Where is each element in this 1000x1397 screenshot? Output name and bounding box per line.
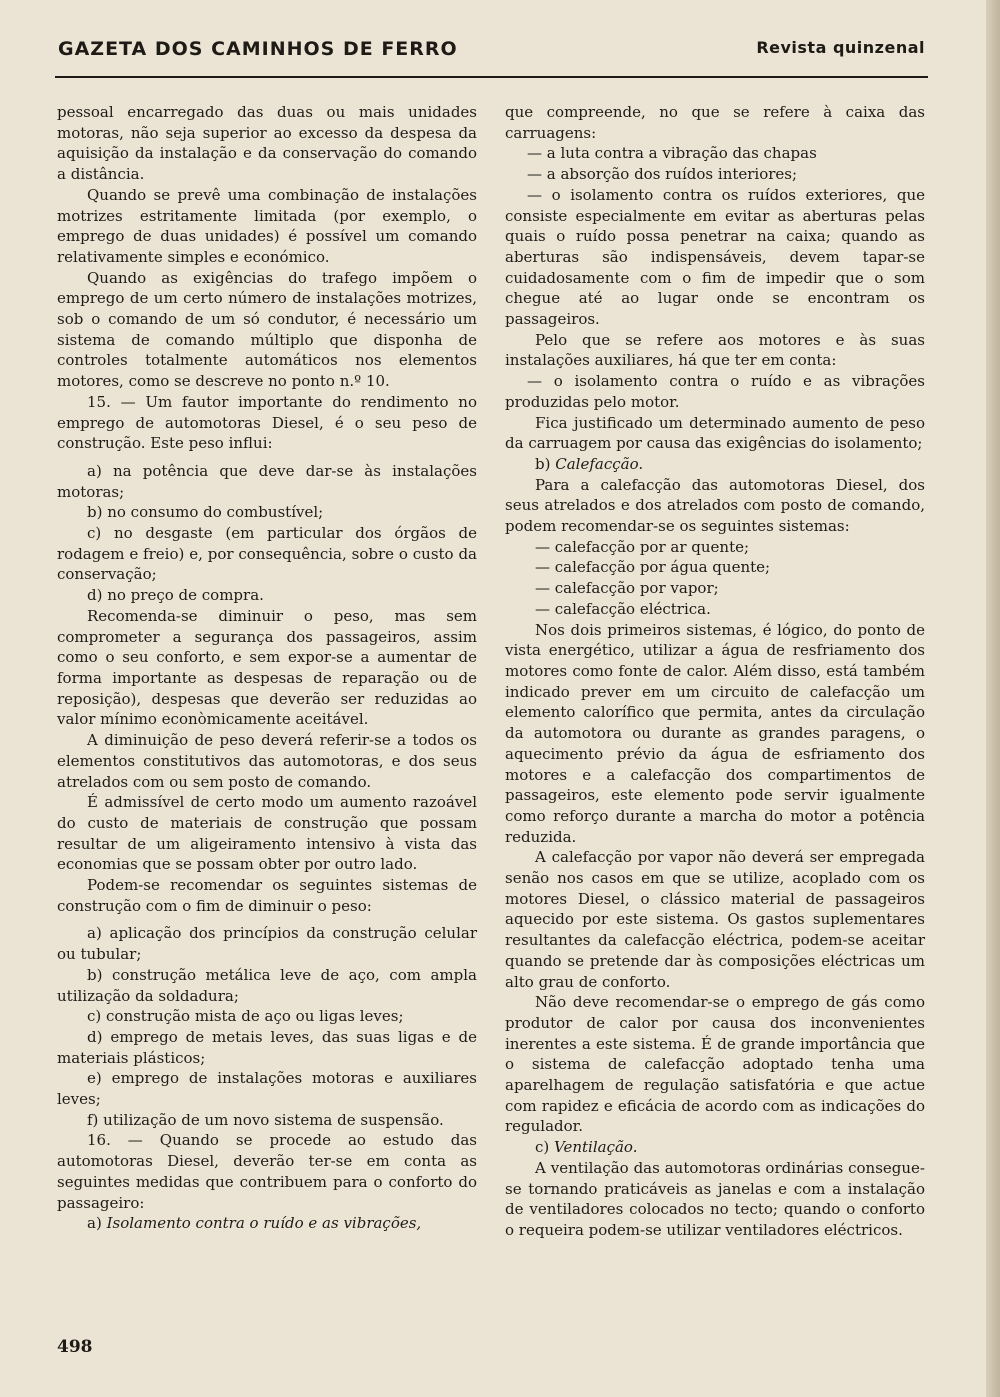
paragraph-text: Fica justificado um determinado aumento de peso da carruagem por causa das exigências do isolamento;	[505, 413, 925, 453]
paragraph	[505, 847, 925, 992]
paragraph	[505, 537, 925, 558]
paragraph-text: Recomenda-se diminuir o peso, mas sem comprometer a segurança dos passageiros, assim como o seu conforto, e sem expor-se a aumentar de forma importante as despesas de reparação ou de reposição), despesas que deverão ser reduzidas ao valor mínimo econòmicamente aceitável.	[57, 606, 477, 729]
paragraph-text: a) na potência que deve dar-se às instalações motoras;	[57, 461, 477, 501]
paragraph-text: — a absorção dos ruídos interiores;	[527, 165, 798, 184]
right-column	[505, 102, 925, 1241]
paragraph	[505, 102, 925, 143]
paragraph	[57, 923, 477, 964]
paragraph	[57, 792, 477, 875]
paragraph	[505, 164, 925, 185]
paragraph	[57, 1006, 477, 1027]
paragraph-text: a) aplicação dos princípios da construção celular ou tubular;	[57, 924, 477, 964]
paragraph-text: f) utilização de um novo sistema de suspensão.	[87, 1110, 444, 1129]
paragraph	[57, 102, 477, 185]
paragraph	[505, 475, 925, 537]
paragraph-text: A calefacção por vapor não deverá ser empregada senão nos casos em que se utilize, acoplado com os motores Diesel, o clássico material de passageiros aquecido por este sistema. Os gastos suplementares resultantes da calefacção eléctrica, podem-se aceitar quando se pretende dar às composições eléctricas um alto grau de conforto.	[505, 848, 925, 991]
paragraph	[505, 454, 925, 475]
paragraph-text: Nos dois primeiros sistemas, é lógico, do ponto de vista energético, utilizar a água de resfriamento dos motores como fonte de calor. Além disso, está também indicado prever em um circuito de calefacção um elemento calorífico que permita, antes da circulação da automotora ou durante as grandes paragens, o aquecimento prévio da água de esfriamento dos motores e a calefacção dos compartimentos de passageiros, este elemento pode servir igualmente como reforço durante a marcha do motor a potência reduzida.	[505, 620, 925, 846]
paragraph-text: — calefacção por ar quente;	[535, 537, 750, 556]
paragraph-text: c)	[535, 1138, 555, 1157]
paragraph-text: É admissível de certo modo um aumento razoável do custo de materiais de construção que possam resultar de um aligeiramento intensivo à vista das economias que se possam obter por outro lado.	[57, 793, 477, 874]
paragraph	[57, 585, 477, 606]
paragraph-text: c) construção mista de aço ou ligas leves;	[87, 1007, 404, 1026]
paragraph-text: Quando se prevê uma combinação de instalações motrizes estritamente limitada (por exemplo, o emprego de duas unidades) é possível um comando relativamente simples e económico.	[57, 185, 477, 266]
paragraph	[57, 875, 477, 916]
page-header	[58, 38, 925, 68]
paragraph	[57, 268, 477, 392]
italic-heading: Ventilação.	[554, 1138, 638, 1157]
paragraph-text: d) no preço de compra.	[87, 586, 264, 605]
paragraph	[505, 185, 925, 330]
paragraph-text: — o isolamento contra o ruído e as vibrações produzidas pelo motor.	[505, 372, 925, 411]
paragraph	[505, 557, 925, 578]
paragraph	[505, 371, 925, 412]
paragraph-text: A diminuição de peso deverá referir-se a todos os elementos constitutivos das automotoras, e dos seus atrelados com ou sem posto de comando.	[57, 731, 477, 791]
paragraph	[57, 502, 477, 523]
page-spine-shadow	[986, 0, 1000, 1397]
paragraph-text: — calefacção por vapor;	[535, 579, 719, 598]
journal-title: GAZETA DOS CAMINHOS DE FERRO	[58, 38, 458, 60]
italic-heading: Isolamento contra o ruído e as vibrações,	[106, 1214, 422, 1233]
paragraph	[57, 1068, 477, 1109]
paragraph	[57, 1213, 477, 1234]
paragraph-text: — calefacção eléctrica.	[535, 599, 711, 618]
paragraph-text: a)	[87, 1214, 107, 1233]
paragraph-text: e) emprego de instalações motoras e auxiliares leves;	[57, 1069, 477, 1109]
paragraph	[57, 730, 477, 792]
paragraph-text: 15. — Um fautor importante do rendimento no emprego de automotoras Diesel, é o seu peso de construção. Este peso influi:	[57, 392, 477, 453]
italic-heading: Calefacção.	[555, 454, 644, 473]
paragraph	[57, 1110, 477, 1131]
page-number: 498	[57, 1337, 93, 1357]
paragraph-text: A ventilação das automotoras ordinárias consegue-se tornando praticáveis as janelas e com a instalação de ventiladores colocados no tecto; quando o conforto o requeira podem-se utilizar ventiladores eléctricos.	[505, 1158, 925, 1239]
journal-subtitle: Revista quinzenal	[756, 38, 925, 57]
paragraph-text: pessoal encarregado das duas ou mais unidades motoras, não seja superior ao excesso da despesa da aquisição da instalação e da conservação do comando a distância.	[57, 103, 477, 184]
paragraph-text: — o isolamento contra os ruídos exteriores, que consiste especialmente em evitar as aberturas pelas quais o ruído possa penetrar na caixa; quando as aberturas são indispensáveis, devem tapar-se cuidadosamente com o fim de impedir que o som chegue até ao lugar onde se encontram os passageiros.	[505, 185, 925, 329]
paragraph	[505, 330, 925, 371]
paragraph	[505, 578, 925, 599]
paragraph	[505, 143, 925, 164]
paragraph	[57, 392, 477, 454]
paragraph	[505, 1137, 925, 1158]
paragraph-text: b) construção metálica leve de aço, com ampla utilização da soldadura;	[57, 965, 477, 1005]
paragraph	[57, 1027, 477, 1068]
left-column	[57, 102, 477, 1234]
paragraph	[57, 1130, 477, 1213]
paragraph-text: d) emprego de metais leves, das suas ligas e de materiais plásticos;	[57, 1027, 477, 1067]
paragraph-text: b) no consumo do combustível;	[87, 503, 324, 522]
paragraph-text: Pelo que se refere aos motores e às suas instalações auxiliares, há que ter em conta:	[505, 330, 925, 370]
paragraph-text: Para a calefacção das automotoras Diesel, dos seus atrelados e dos atrelados com posto de comando, podem recomendar-se os seguintes sistemas:	[505, 475, 925, 536]
paragraph-text: c) no desgaste (em particular dos órgãos de rodagem e freio) e, por consequência, sobre o custo da conservação;	[57, 524, 477, 584]
header-rule	[55, 76, 928, 78]
paragraph	[505, 599, 925, 620]
paragraph	[57, 185, 477, 268]
paragraph-text: que compreende, no que se refere à caixa das carruagens:	[505, 103, 925, 142]
paragraph	[505, 1158, 925, 1241]
paragraph-text: Podem-se recomendar os seguintes sistemas de construção com o fim de diminuir o peso:	[57, 876, 477, 915]
paragraph	[57, 606, 477, 730]
paragraph	[57, 461, 477, 502]
paragraph	[57, 965, 477, 1006]
paragraph-text: — a luta contra a vibração das chapas	[527, 144, 817, 163]
paragraph-text: Quando as exigências do trafego impõem o emprego de um certo número de instalações motrizes, sob o comando de um só condutor, é necessário um sistema de comando múltiplo que disponha de controles totalmente automáticos nos elementos motores, como se descreve no ponto n.º 10.	[57, 268, 477, 391]
paragraph-text: — calefacção por água quente;	[535, 558, 771, 577]
paragraph	[505, 413, 925, 454]
paragraph-text: 16. — Quando se procede ao estudo das automotoras Diesel, deverão ter-se em conta as seguintes medidas que contribuem para o conforto do passageiro:	[57, 1131, 477, 1212]
paragraph	[505, 620, 925, 848]
paragraph-text: Não deve recomendar-se o emprego de gás como produtor de calor por causa dos inconvenientes inerentes a este sistema. É de grande importância que o sistema de calefacção adoptado tenha uma aparelhagem de regulação satisfatória e que actue com rapidez e eficácia de acordo com as indicações do regulador.	[505, 993, 925, 1136]
paragraph-text: b)	[535, 454, 556, 473]
paragraph	[505, 992, 925, 1137]
paragraph	[57, 523, 477, 585]
